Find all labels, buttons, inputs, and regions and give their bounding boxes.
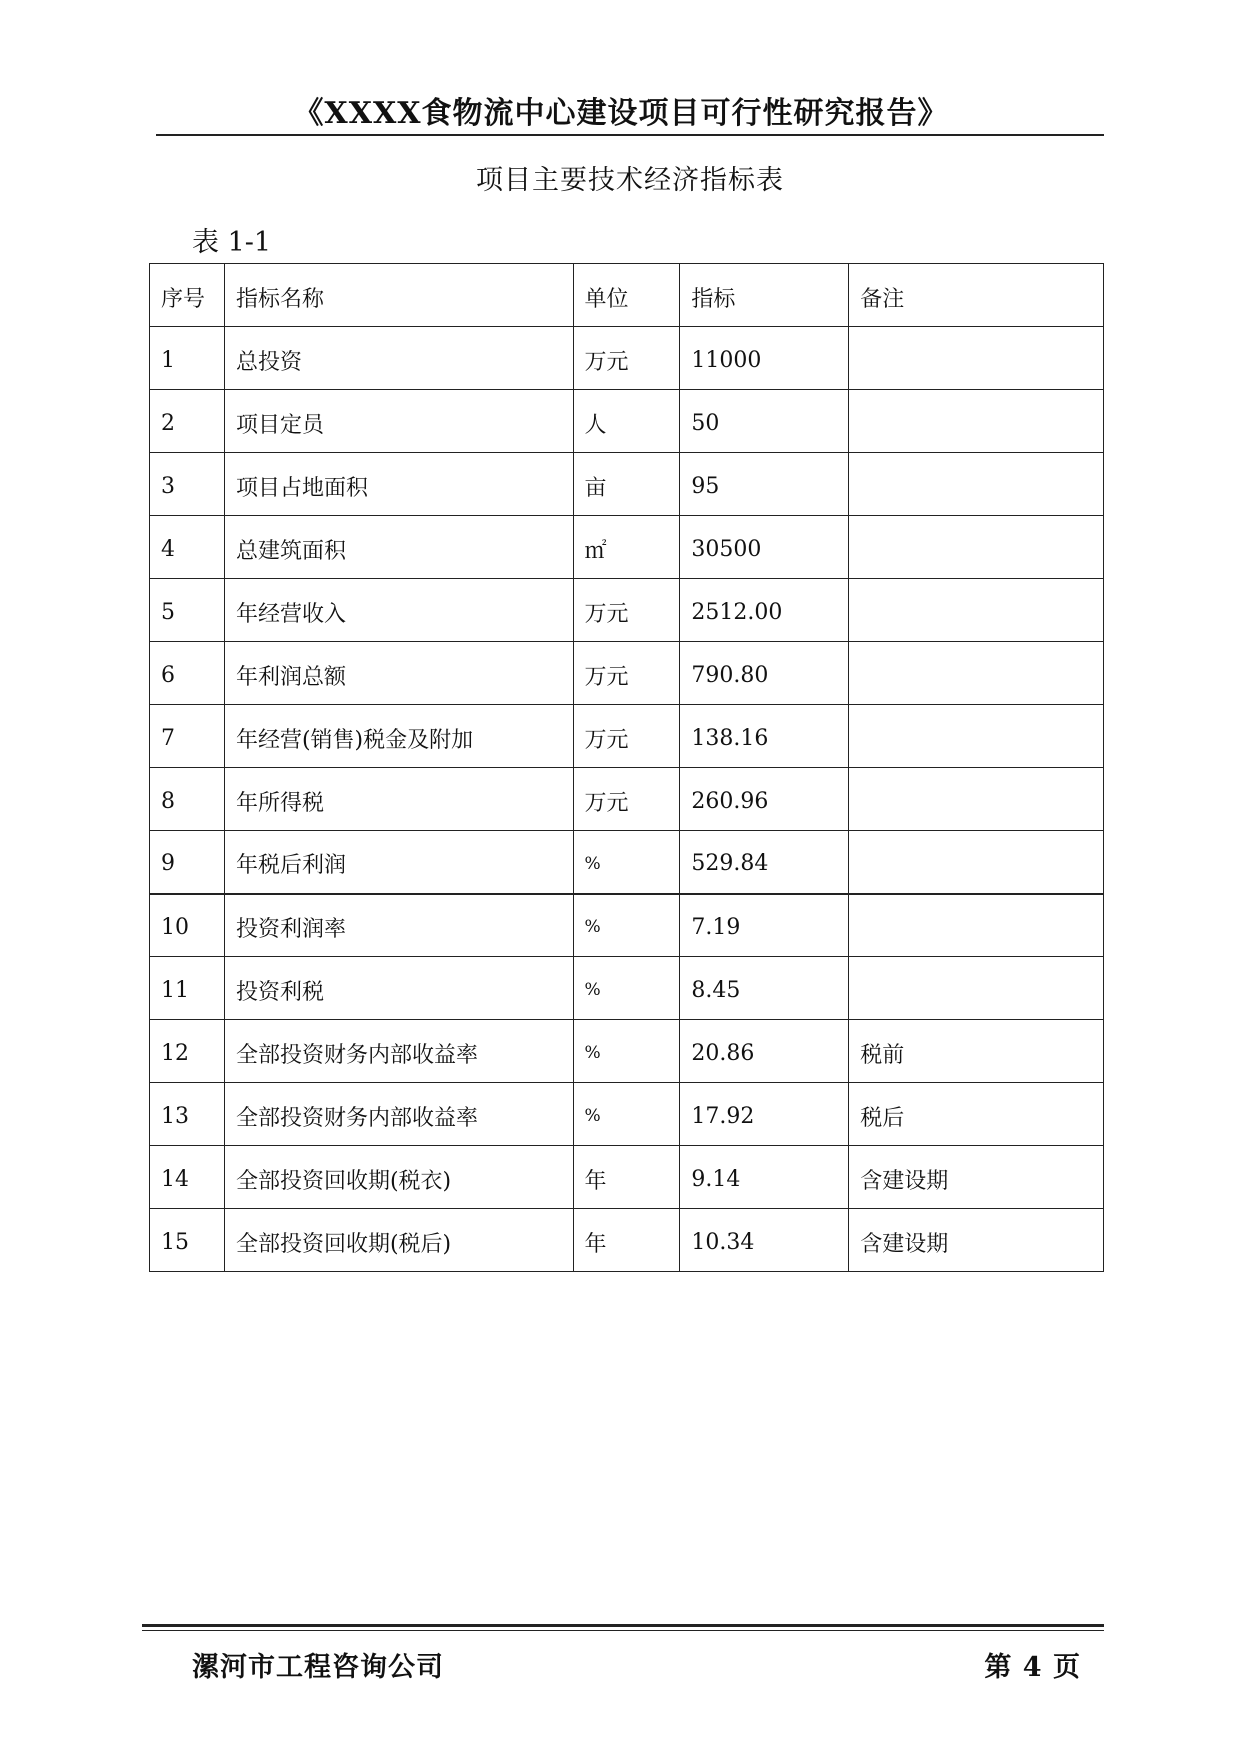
- cell-note: [849, 768, 1104, 831]
- column-header-name: 指标名称: [224, 264, 573, 327]
- cell-value: 95: [680, 453, 849, 516]
- cell-unit: 万元: [573, 705, 680, 768]
- cell-unit: 万元: [573, 768, 680, 831]
- cell-name: 全部投资回收期(税后): [224, 1209, 573, 1272]
- cell-no: 12: [150, 1020, 225, 1083]
- cell-unit: ㎡: [573, 516, 680, 579]
- cell-value: 9.14: [680, 1146, 849, 1209]
- footer-company-name: 漯河市工程咨询公司: [192, 1652, 444, 1683]
- cell-note: [849, 705, 1104, 768]
- cell-no: 7: [150, 705, 225, 768]
- footer-page-number: 第 4 页: [984, 1652, 1081, 1683]
- cell-no: 15: [150, 1209, 225, 1272]
- cell-note: [849, 390, 1104, 453]
- cell-value: 260.96: [680, 768, 849, 831]
- footer-divider-thick: [142, 1624, 1104, 1627]
- table-row: [150, 579, 1104, 642]
- cell-unit: %: [573, 957, 680, 1020]
- cell-name: 年所得税: [224, 768, 573, 831]
- cell-note: [849, 327, 1104, 390]
- cell-name: 年经营(销售)税金及附加: [224, 705, 573, 768]
- cell-value: 7.19: [680, 894, 849, 957]
- cell-note: 含建设期: [849, 1146, 1104, 1209]
- table-row: [150, 831, 1104, 894]
- footer-divider-thin: [142, 1630, 1104, 1631]
- cell-unit: 年: [573, 1209, 680, 1272]
- cell-unit: %: [573, 894, 680, 957]
- cell-name: 全部投资财务内部收益率: [224, 1020, 573, 1083]
- table-header-row: [150, 264, 1104, 327]
- cell-value: 8.45: [680, 957, 849, 1020]
- table-row: [150, 453, 1104, 516]
- cell-name: 全部投资回收期(税衣): [224, 1146, 573, 1209]
- table-row: [150, 957, 1104, 1020]
- table-row: [150, 768, 1104, 831]
- cell-name: 年税后利润: [224, 831, 573, 894]
- column-header-unit: 单位: [573, 264, 680, 327]
- table-row: [150, 1209, 1104, 1272]
- cell-no: 9: [150, 831, 225, 894]
- cell-no: 8: [150, 768, 225, 831]
- cell-name: 项目定员: [224, 390, 573, 453]
- cell-name: 总建筑面积: [224, 516, 573, 579]
- cell-note: [849, 579, 1104, 642]
- table-row: [150, 1146, 1104, 1209]
- cell-value: 30500: [680, 516, 849, 579]
- cell-name: 全部投资财务内部收益率: [224, 1083, 573, 1146]
- cell-name: 总投资: [224, 327, 573, 390]
- cell-note: 税前: [849, 1020, 1104, 1083]
- column-header-value: 指标: [680, 264, 849, 327]
- table-row: [150, 894, 1104, 957]
- table-row: [150, 642, 1104, 705]
- cell-value: 529.84: [680, 831, 849, 894]
- table-row: [150, 390, 1104, 453]
- table-row: [150, 1083, 1104, 1146]
- cell-name: 年经营收入: [224, 579, 573, 642]
- cell-note: 含建设期: [849, 1209, 1104, 1272]
- cell-value: 790.80: [680, 642, 849, 705]
- cell-value: 138.16: [680, 705, 849, 768]
- table-row: [150, 327, 1104, 390]
- table-label: 表 1-1: [192, 227, 272, 258]
- cell-no: 6: [150, 642, 225, 705]
- cell-no: 10: [150, 894, 225, 957]
- cell-value: 50: [680, 390, 849, 453]
- cell-value: 17.92: [680, 1083, 849, 1146]
- header-divider: [156, 134, 1104, 136]
- cell-unit: %: [573, 1020, 680, 1083]
- cell-no: 4: [150, 516, 225, 579]
- cell-name: 项目占地面积: [224, 453, 573, 516]
- cell-note: [849, 642, 1104, 705]
- cell-value: 20.86: [680, 1020, 849, 1083]
- indicators-table: [149, 263, 1104, 1272]
- table-row: [150, 1020, 1104, 1083]
- column-header-note: 备注: [849, 264, 1104, 327]
- table-row: [150, 516, 1104, 579]
- cell-value: 11000: [680, 327, 849, 390]
- cell-no: 2: [150, 390, 225, 453]
- cell-unit: 亩: [573, 453, 680, 516]
- cell-no: 11: [150, 957, 225, 1020]
- cell-note: [849, 957, 1104, 1020]
- document-header-title: 《XXXX食物流中心建设项目可行性研究报告》: [293, 96, 949, 131]
- cell-note: [849, 453, 1104, 516]
- cell-value: 2512.00: [680, 579, 849, 642]
- cell-value: 10.34: [680, 1209, 849, 1272]
- cell-note: 税后: [849, 1083, 1104, 1146]
- cell-no: 3: [150, 453, 225, 516]
- cell-unit: %: [573, 831, 680, 894]
- cell-name: 年利润总额: [224, 642, 573, 705]
- cell-name: 投资利润率: [224, 894, 573, 957]
- table-row: [150, 705, 1104, 768]
- cell-note: [849, 516, 1104, 579]
- cell-no: 14: [150, 1146, 225, 1209]
- cell-unit: 万元: [573, 327, 680, 390]
- cell-name: 投资利税: [224, 957, 573, 1020]
- table-title: 项目主要技术经济指标表: [476, 165, 784, 196]
- cell-note: [849, 894, 1104, 957]
- cell-unit: %: [573, 1083, 680, 1146]
- cell-no: 1: [150, 327, 225, 390]
- cell-unit: 人: [573, 390, 680, 453]
- cell-unit: 万元: [573, 579, 680, 642]
- cell-unit: 万元: [573, 642, 680, 705]
- cell-unit: 年: [573, 1146, 680, 1209]
- cell-note: [849, 831, 1104, 894]
- cell-no: 13: [150, 1083, 225, 1146]
- column-header-no: 序号: [150, 264, 225, 327]
- cell-no: 5: [150, 579, 225, 642]
